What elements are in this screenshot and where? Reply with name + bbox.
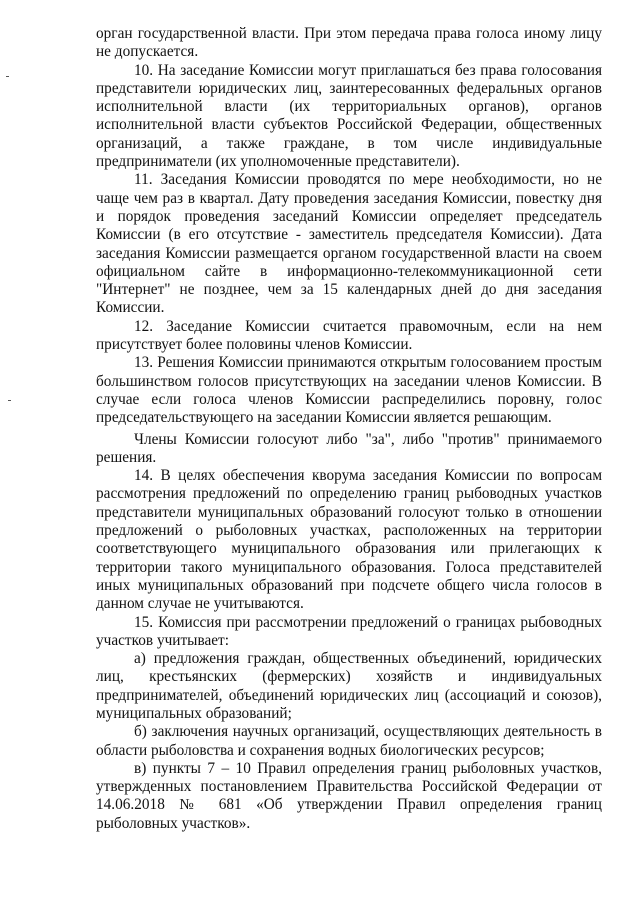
- paragraph-15-b: б) заключения научных организаций, осуществляющих деятельность в области рыболовства и сохранения водных биологических ресурсов;: [96, 723, 602, 759]
- paragraph-continuation: орган государственной власти. При этом передача права голоса иному лицу не допускается.: [96, 25, 602, 61]
- paragraph-11: 11. Заседания Комиссии проводятся по мере необходимости, но не чаще чем раз в квартал. Дату проведения заседания Комиссии, повестку дня и порядок проведения заседаний Комиссии определяет председатель Комиссии (в его отсутствие - заместитель председателя Комиссии). Дата заседания Комиссии размещается органом государственной власти на своем официальном сайте в информационно-телекоммуникационной сети "Интернет" не позднее, чем за 15 календарных дней до дня заседания Комиссии.: [96, 171, 602, 317]
- paragraph-15-a: а) предложения граждан, общественных объединений, юридических лиц, крестьянских (фермерских) хозяйств и индивидуальных предпринимателей, объединений юридических лиц (ассоциаций и союзов), муниципальных образований;: [96, 650, 602, 722]
- scan-mark: [6, 76, 9, 77]
- paragraph-15-c: в) пункты 7 – 10 Правил определения границ рыболовных участков, утвержденных постановлением Правительства Российской Федерации от 14.06.2018 № 681 «Об утверждении Правил определения границ рыболовных участков».: [96, 759, 602, 832]
- paragraph-13: 13. Решения Комиссии принимаются открытым голосованием простым большинством голосов присутствующих на заседании членов Комиссии. В случае если голоса членов Комиссии распределились поровну, голос председательствующего на заседании Комиссии является решающим.: [96, 354, 602, 427]
- paragraph-14: 14. В целях обеспечения кворума заседания Комиссии по вопросам рассмотрения предложений по определению границ рыбоводных участков представители муниципальных образований голосуют только в отношении предложений о рыболовных участках, расположенных на территории соответствующего муниципального образования или прилегающих к территории такого муниципального образования. Голоса представителей иных муниципальных образований при подсчете общего числа голосов в данном случае не учитываются.: [96, 467, 602, 613]
- scan-mark: [8, 400, 11, 401]
- paragraph-voting: Члены Комиссии голосуют либо "за", либо "против" принимаемого решения.: [96, 430, 602, 466]
- document-body: [96, 25, 602, 833]
- paragraph-15: 15. Комиссия при рассмотрении предложений о границах рыбоводных участков учитывает:: [96, 613, 602, 649]
- paragraph-12: 12. Заседание Комиссии считается правомочным, если на нем присутствует более половины членов Комиссии.: [96, 317, 602, 354]
- paragraph-10: 10. На заседание Комиссии могут приглашаться без права голосования представители юридических лиц, заинтересованных федеральных органов исполнительной власти (их территориальных органов), органов исполнительной власти субъектов Российской Федерации, общественных организаций, а также граждане, в том числе индивидуальные предприниматели (их уполномоченные представители).: [96, 61, 602, 171]
